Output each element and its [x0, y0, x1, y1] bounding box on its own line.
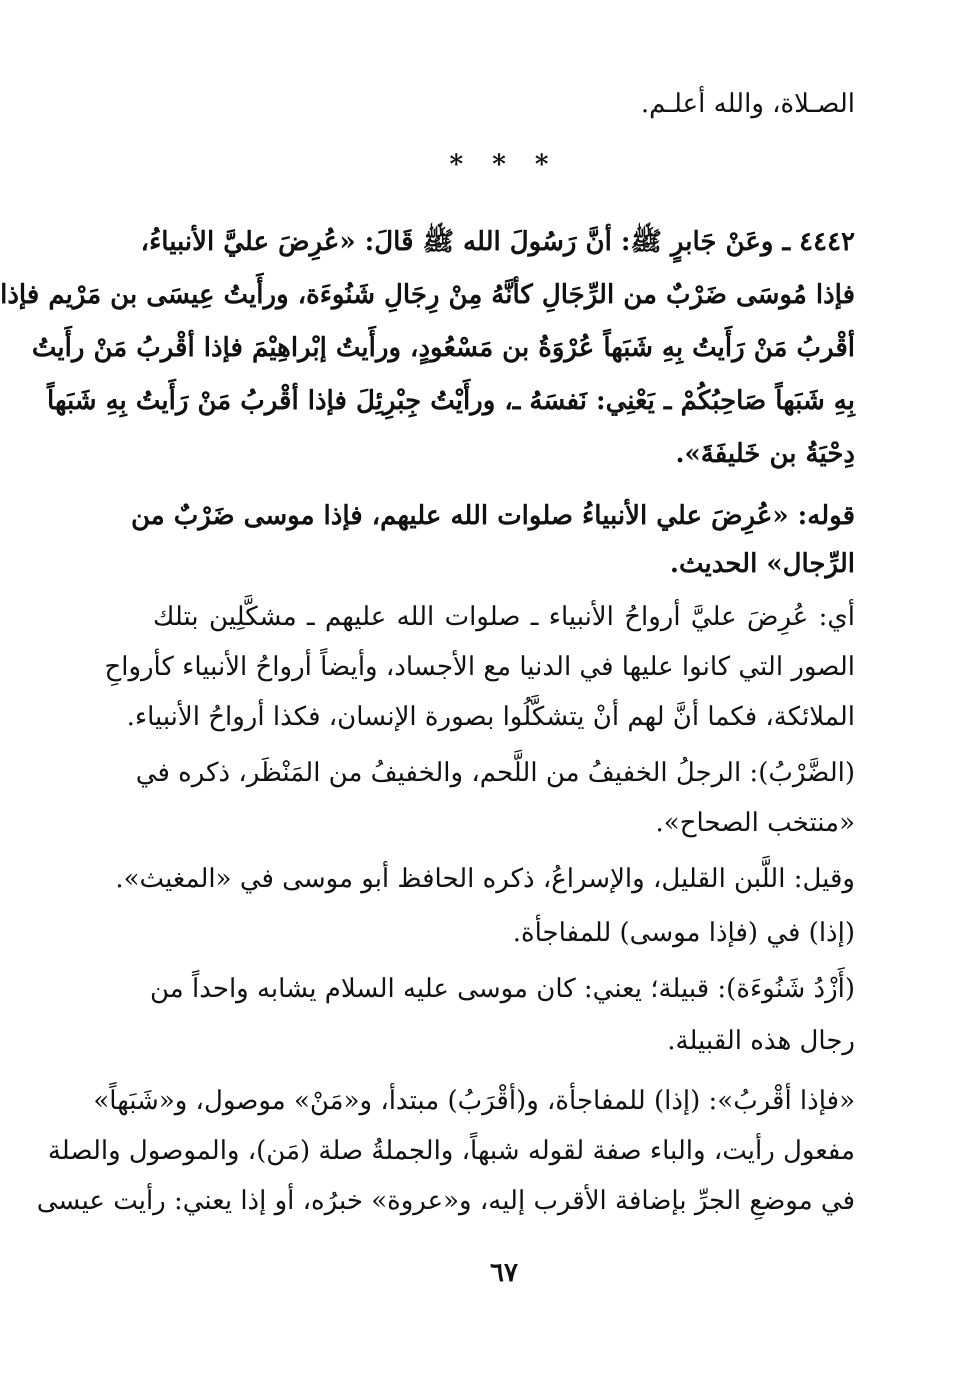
paragraph-line: (الضَّرْبُ): الرجلُ الخفيفُ من اللَّحم، والخفيفُ من المَنْظَر، ذكره في [135, 758, 855, 788]
hadith-line: بِهِ شَبَهاً صَاحِبُكُمْ ـ يَعْنِي: نَفسَهُ ـ، ورأَيْتُ جِبْرِئِلَ فإذا أقْربُ مَنْ رَأَيتُ بِهِ شَبَهاً [47, 386, 855, 416]
commentary-line: الرِّجال» الحديث. [669, 549, 855, 579]
paragraph-line: رجال هذه القبيلة. [667, 1026, 855, 1056]
paragraph-line: (أَزْدُ شَنُوءَة): قبيلة؛ يعني: كان موسى عليه السلام يشابه واحداً من [150, 974, 855, 1004]
paragraph-qila: وقيل: اللَّبن القليل، والإسراعُ، ذكره الحافظ أبو موسى في «المغيث». [115, 864, 855, 894]
section-separator: * * * [449, 150, 559, 180]
top-line: الصـلاة، والله أعلـم. [640, 89, 855, 119]
paragraph-line: «منتخب الصحاح». [655, 808, 855, 838]
hadith-line: أقْربُ مَنْ رَأَيتُ بِهِ شَبَهاً عُرْوَةُ بن مَسْعُودٍ، ورأَيتُ إبْراهِيْمَ فإذا أقْربُ مَنْ رأَيتُ [31, 333, 855, 363]
page-number: ٦٧ [490, 1258, 518, 1288]
paragraph-idha: (إذا) في (فإذا موسى) للمفاجأة. [512, 918, 855, 948]
hadith-line: ٤٤٤٢ ـ وعَنْ جَابرٍ ﷺ: أنَّ رَسُولَ الله ﷺ قَالَ: «عُرِضَ عليَّ الأنبياءُ، [140, 227, 855, 257]
hadith-line: دِحْيَةُ بن خَليفَةَ». [675, 439, 855, 469]
hadith-line: فإذا مُوسَى ضَرْبٌ من الرِّجَالِ كأنَّهُ مِنْ رِجَالِ شَنُوءَة، ورأَيتُ عِيسَى بن مَرْيم فإذا [0, 280, 855, 310]
paragraph-line: في موضعِ الجرِّ بإضافة الأقرب إليه، و«عروة» خبرُه، أو إذا يعني: رأيت عيسى [36, 1186, 855, 1216]
paragraph-line: مفعول رأيت، والباء صفة لقوله شبهاً، والجملةُ صلة (مَن)، والموصول والصلة [47, 1136, 855, 1166]
commentary-line: قوله: «عُرِضَ علي الأنبياءُ صلوات الله عليهم، فإذا موسى ضَرْبٌ من [130, 501, 855, 531]
paragraph-line: الملائكة، فكما أنَّ لهم أنْ يتشكَّلُوا بصورة الإنسان، فكذا أرواحُ الأنبياء. [126, 702, 855, 732]
paragraph-line: أي: عُرِضَ عليَّ أرواحُ الأنبياء ـ صلوات الله عليهم ـ مشكَّلِين بتلك [153, 602, 855, 632]
paragraph-line: «فإذا أقْربُ»: (إذا) للمفاجأة، و(أقْرَبُ) مبتدأ، و«مَنْ» موصول، و«شَبَهاً» [93, 1086, 855, 1116]
paragraph-line: الصور التي كانوا عليها في الدنيا مع الأجساد، وأيضاً أرواحُ الأنبياء كأرواحِ [104, 652, 855, 682]
